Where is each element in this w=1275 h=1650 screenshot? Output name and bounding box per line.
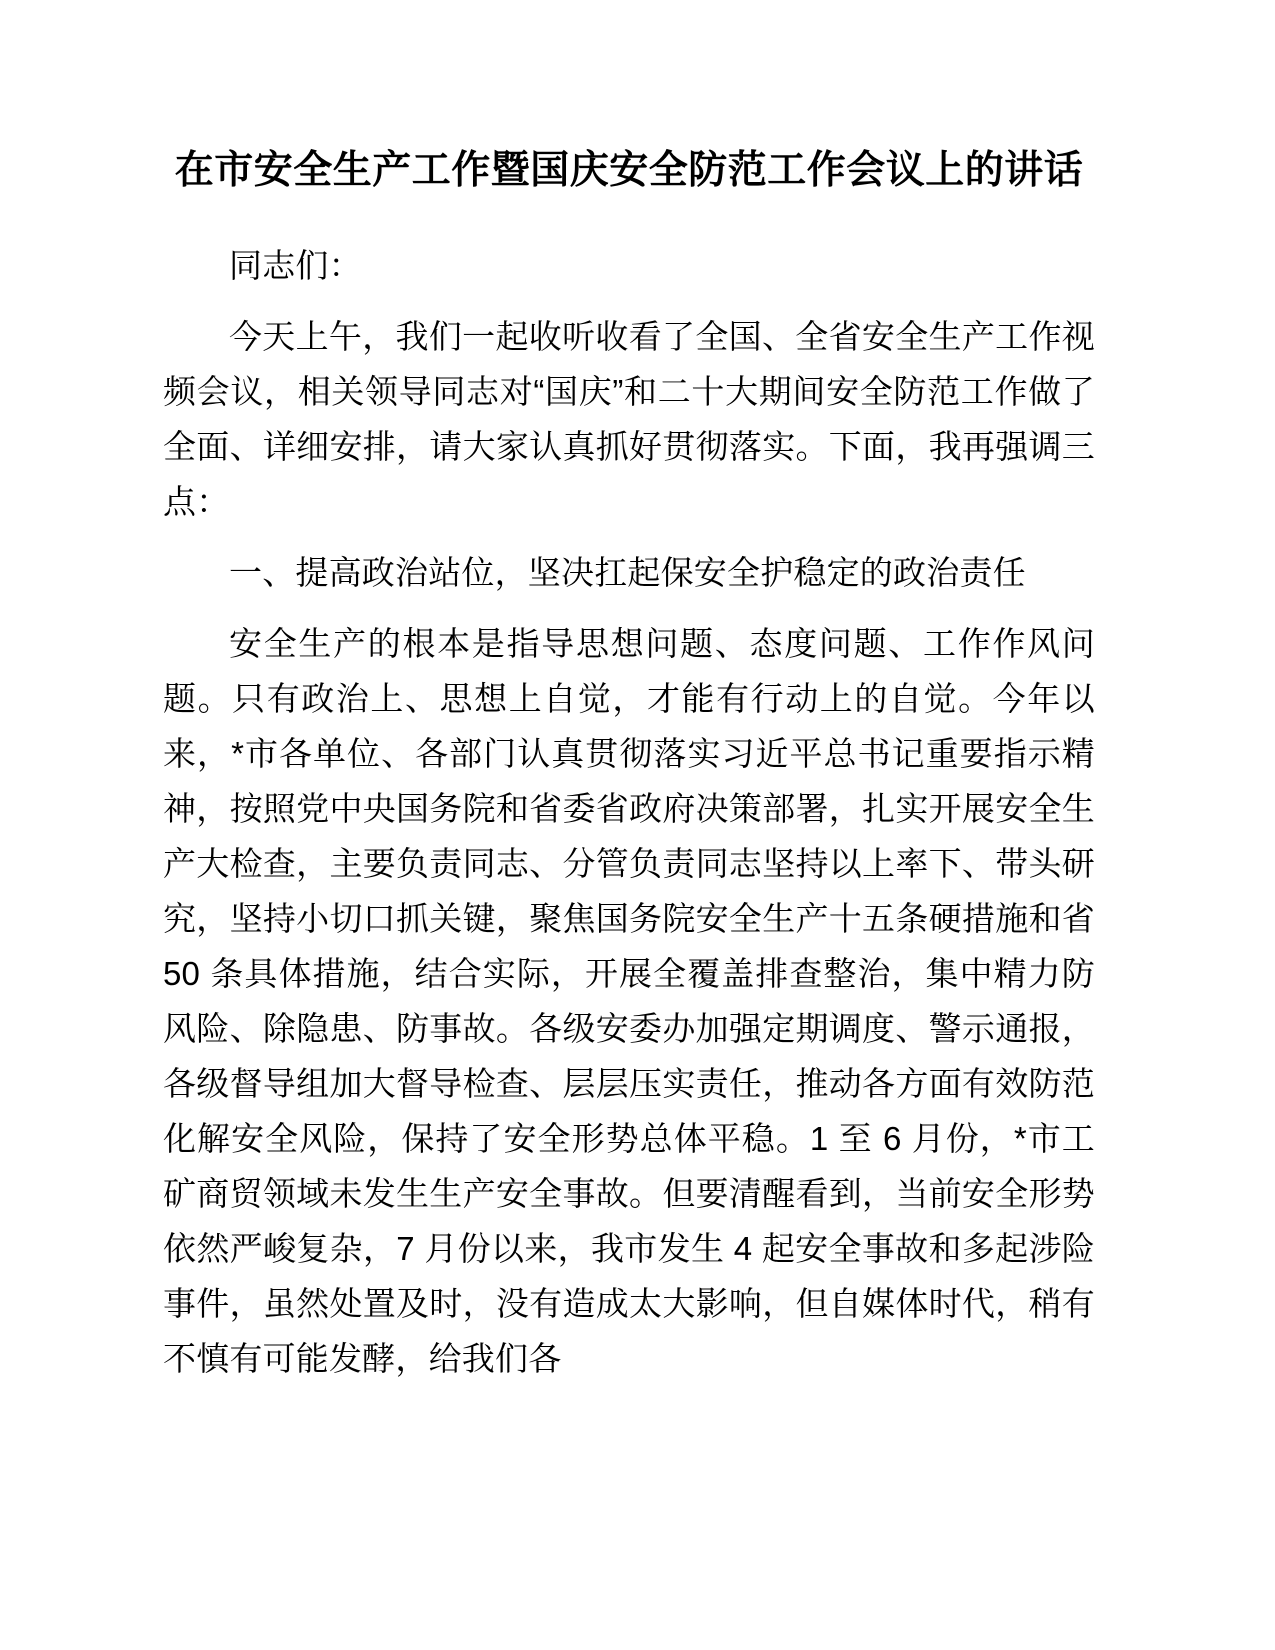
document-content	[163, 0, 1095, 1386]
section-heading-one: 一、提高政治站位，坚决扛起保安全护稳定的政治责任	[229, 554, 1026, 591]
page-title: 在市安全生产工作暨国庆安全防范工作会议上的讲话	[174, 149, 1084, 192]
section-one-body-paragraph: 安全生产的根本是指导思想问题、态度问题、工作作风问题。只有政治上、思想上自觉，才能有行动上的自觉。今年以来，*市各单位、各部门认真贯彻落实习近平总书记重要指示精神，按照党中央国务院和省委省政府决策部署，扎实开展安全生产大检查，主要负责同志、分管负责同志坚持以上率下、带头研究，坚持小切口抓关键，聚焦国务院安全生产十五条硬措施和省 50 条具体措施，结合实际，开展全覆盖排查整治，集中精力防风险、除隐患、防事故。各级安委办加强定期调度、警示通报，各级督导组加大督导检查、层层压实责任，推动各方面有效防范化解安全风险，保持了安全形势总体平稳。1 至 6 月份，*市工矿商贸领域未发生生产安全事故。但要清醒看到，当前安全形势依然严峻复杂，7 月份以来，我市发生 4 起安全事故和多起涉险事件，虽然处置及时，没有造成太大影响，但自媒体时代，稍有不慎有可能发酵，给我们各	[163, 625, 1095, 1377]
salutation-paragraph: 同志们：	[229, 247, 362, 284]
opening-paragraph: 今天上午，我们一起收听收看了全国、全省安全生产工作视频会议，相关领导同志对“国庆”和二十大期间安全防范工作做了全面、详细安排，请大家认真抓好贯彻落实。下面，我再强调三点：	[163, 318, 1095, 520]
